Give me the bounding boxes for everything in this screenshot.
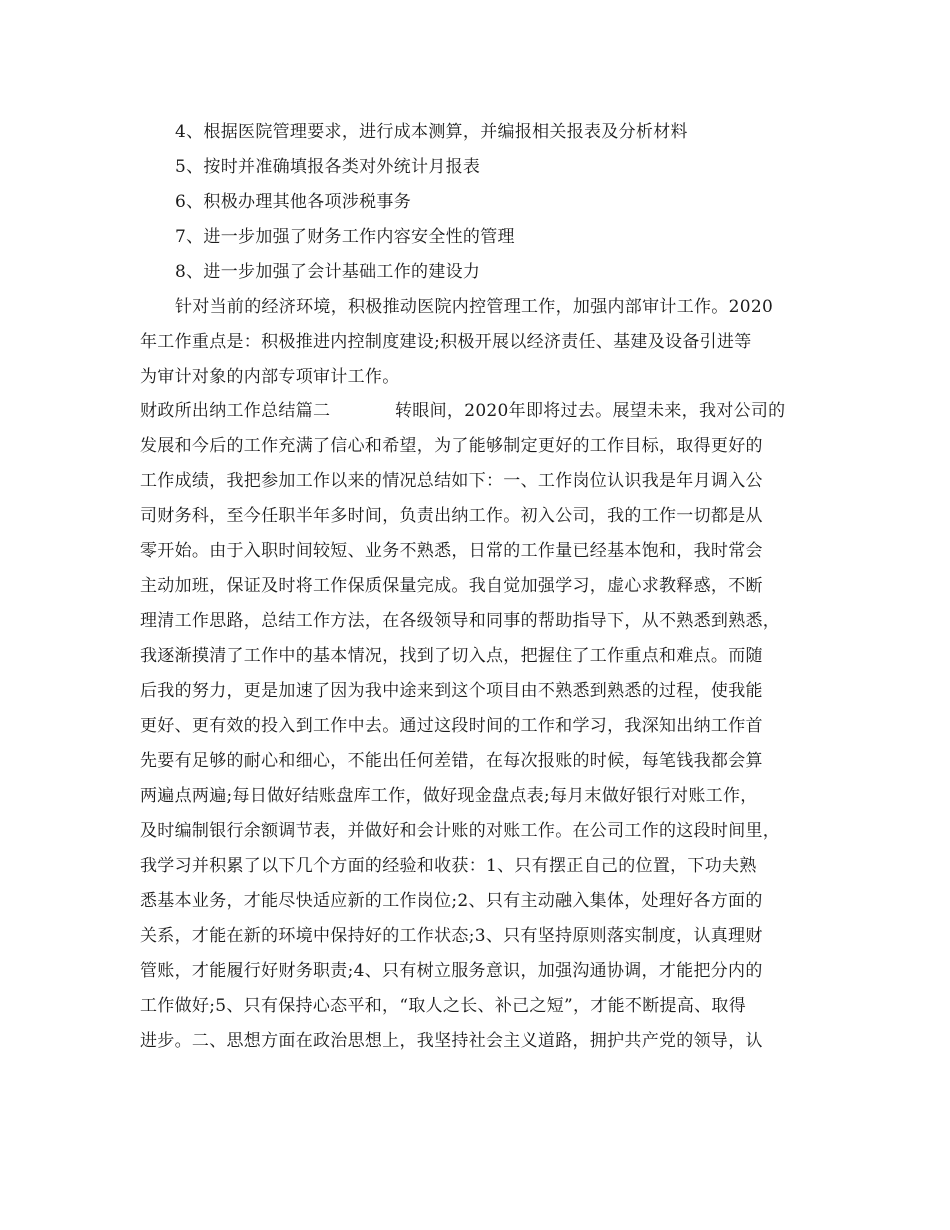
paragraph-line: 主动加班，保证及时将工作保质保量完成。我自觉加强学习，虚心求教释惑，不断 bbox=[140, 576, 763, 596]
paragraph-line: 发展和今后的工作充满了信心和希望，为了能够制定更好的工作目标，取得更好的 bbox=[140, 436, 763, 456]
paragraph-line: 针对当前的经济环境，积极推动医院内控管理工作，加强内部审计工作。2020 bbox=[175, 297, 774, 317]
paragraph-line: 更好、更有效的投入到工作中去。通过这段时间的工作和学习，我深知出纳工作首 bbox=[140, 716, 763, 736]
list-item: 8、进一步加强了会计基础工作的建设力 bbox=[175, 262, 481, 282]
paragraph-line: 我学习并积累了以下几个方面的经验和收获：1、只有摆正自己的位置，下功夫熟 bbox=[140, 856, 757, 876]
paragraph-line: 进步。二、思想方面在政治思想上，我坚持社会主义道路，拥护共产党的领导，认 bbox=[140, 1031, 763, 1051]
paragraph-line: 工作成绩，我把参加工作以来的情况总结如下：一、工作岗位认识我是年月调入公 bbox=[140, 471, 763, 491]
paragraph-line: 零开始。由于入职时间较短、业务不熟悉，日常的工作量已经基本饱和，我时常会 bbox=[140, 541, 763, 561]
paragraph-line: 及时编制银行余额调节表，并做好和会计账的对账工作。在公司工作的这段时间里， bbox=[140, 821, 781, 841]
paragraph-line: 司财务科，至今任职半年多时间，负责出纳工作。初入公司，我的工作一切都是从 bbox=[140, 506, 763, 526]
paragraph-line: 关系，才能在新的环境中保持好的工作状态;3、只有坚持原则落实制度，认真理财 bbox=[140, 926, 763, 946]
list-item: 4、根据医院管理要求，进行成本测算，并编报相关报表及分析材料 bbox=[175, 122, 688, 142]
paragraph-line: 转眼间，2020年即将过去。展望未来，我对公司的 bbox=[395, 401, 786, 421]
paragraph-line: 我逐渐摸清了工作中的基本情况，找到了切入点，把握住了工作重点和难点。而随 bbox=[140, 646, 763, 666]
paragraph-line: 为审计对象的内部专项审计工作。 bbox=[140, 367, 400, 387]
paragraph-line: 悉基本业务，才能尽快适应新的工作岗位;2、只有主动融入集体，处理好各方面的 bbox=[140, 891, 763, 911]
list-item: 7、进一步加强了财务工作内容安全性的管理 bbox=[175, 227, 515, 247]
paragraph-line: 后我的努力，更是加速了因为我中途来到这个项目由不熟悉到熟悉的过程，使我能 bbox=[140, 681, 763, 701]
paragraph-line: 工作做好;5、只有保持心态平和，“取人之长、补己之短”，才能不断提高、取得 bbox=[140, 996, 747, 1016]
paragraph-line: 先要有足够的耐心和细心，不能出任何差错，在每次报账的时候，每笔钱我都会算 bbox=[140, 751, 763, 771]
list-item: 6、积极办理其他各项涉税事务 bbox=[175, 192, 412, 212]
paragraph-line: 两遍点两遍;每日做好结账盘库工作，做好现金盘点表;每月末做好银行对账工作， bbox=[140, 786, 758, 806]
list-item: 5、按时并准确填报各类对外统计月报表 bbox=[175, 157, 481, 177]
paragraph-line: 年工作重点是：积极推进内控制度建设;积极开展以经济责任、基建及设备引进等 bbox=[140, 332, 752, 352]
paragraph-line: 理清工作思路，总结工作方法，在各级领导和同事的帮助指导下，从不熟悉到熟悉， bbox=[140, 611, 781, 631]
paragraph-line: 管账，才能履行好财务职责;4、只有树立服务意识，加强沟通协调，才能把分内的 bbox=[140, 961, 763, 981]
section-heading: 财政所出纳工作总结篇二 bbox=[140, 401, 331, 421]
